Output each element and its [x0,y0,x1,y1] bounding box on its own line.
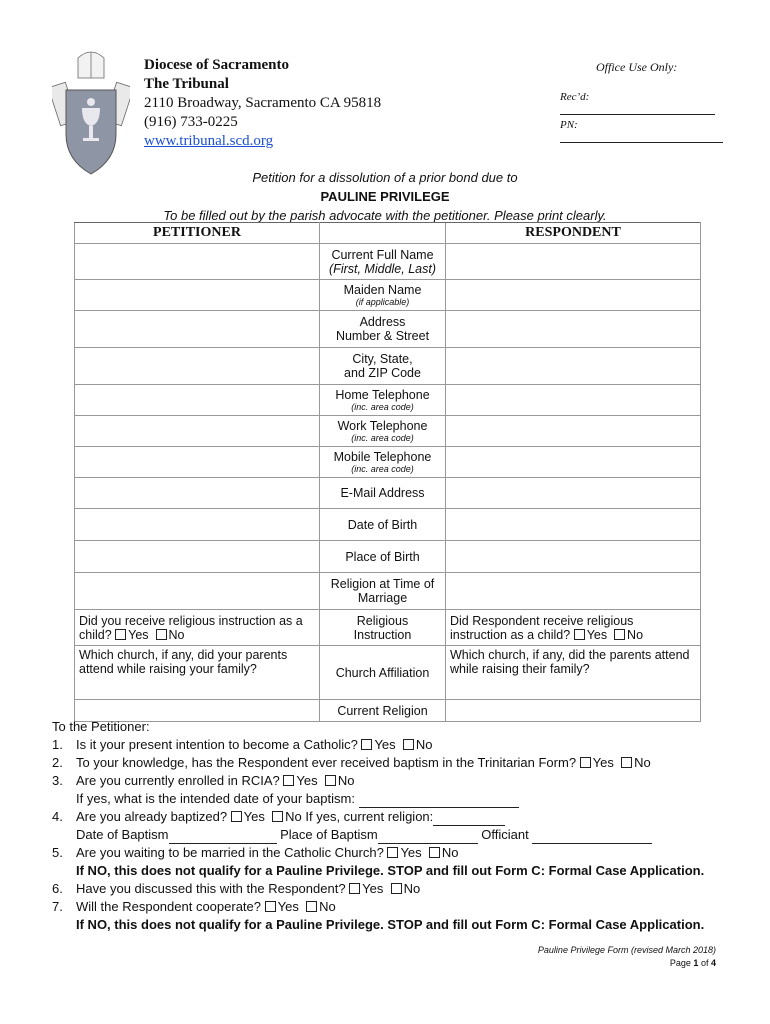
stop-note-2: If NO, this does not qualify for a Pauline Privilege. STOP and fill out Form C: Formal Case Application. [76,917,705,932]
petitioner-home-tel-field[interactable] [75,385,320,416]
respondent-full-name-field[interactable] [446,244,701,280]
petitioner-dob-field[interactable] [75,509,320,541]
q4-yes-checkbox[interactable] [231,811,242,822]
office-name: The Tribunal [144,76,229,92]
questions-intro: To the Petitioner: [52,719,150,734]
petitioner-work-tel-field[interactable] [75,416,320,447]
title-line-3: To be filled out by the parish advocate with the petitioner. Please print clearly. [163,208,607,223]
pn-label: PN: [560,119,578,131]
respondent-work-tel-field[interactable] [446,416,701,447]
diocese-crest-logo [52,48,130,178]
respondent-email-field[interactable] [446,478,701,509]
question-3-sub: If yes, what is the intended date of your baptism: [52,790,742,808]
question-4-sub: Date of Baptism Place of Baptism Officiant [52,826,742,844]
page-number: Page 1 of 4 [669,958,716,968]
q1-no-checkbox[interactable] [403,739,414,750]
pn-field[interactable] [560,131,723,143]
office-use-block [560,60,740,143]
place-of-baptism-field[interactable] [378,831,478,844]
respondent-religion-field[interactable] [446,573,701,610]
q2-no-checkbox[interactable] [621,757,632,768]
page-footer [538,944,716,970]
respondent-pob-field[interactable] [446,541,701,573]
q7-yes-checkbox[interactable] [265,901,276,912]
recd-label: Rec’d: [560,91,590,103]
question-3: 3. Are you currently enrolled in RCIA? Yes No [52,773,355,788]
date-of-baptism-field[interactable] [169,831,277,844]
question-6: 6. Have you discussed this with the Respondent? Yes No [52,881,421,896]
petitioner-instruction-yes-checkbox[interactable] [115,629,126,640]
respondent-address-field[interactable] [446,311,701,348]
petitioner-instruction-cell: Did you receive religious instruction as a child? Yes No [75,610,320,646]
respondent-header: RESPONDENT [446,223,701,244]
q2-yes-checkbox[interactable] [580,757,591,768]
petitioner-mobile-tel-field[interactable] [75,447,320,478]
baptism-date-field[interactable] [359,795,519,808]
petitioner-instruction-no-checkbox[interactable] [156,629,167,640]
q7-no-checkbox[interactable] [306,901,317,912]
respondent-instruction-cell: Did Respondent receive religious instruction as a child? Yes No [446,610,701,646]
petitioner-email-field[interactable] [75,478,320,509]
respondent-dob-field[interactable] [446,509,701,541]
q5-no-checkbox[interactable] [429,847,440,858]
stop-note-1: If NO, this does not qualify for a Pauline Privilege. STOP and fill out Form C: Formal Case Application. [76,863,705,878]
title-line-2: PAULINE PRIVILEGE [320,189,450,204]
question-5: 5. Are you waiting to be married in the Catholic Church? Yes No [52,845,459,860]
recd-field[interactable] [560,103,715,115]
org-address: 2110 Broadway, Sacramento CA 95818 [144,95,382,111]
petition-table: PETITIONER RESPONDENT Current Full Name (First, Middle, Last) Maiden Name (if applicable) Address Number & Street City, State, and ZIP Code Home Telephone (inc. area code) Work Telephone (inc. area code) Mobile Telephone (inc. area code) E-Mail Address Date of Birth Place of Birth Religion at Time of Marriage Did you receive religious instruction as a child? Yes No Religious Instruction Did Respondent receive religious instruction as a child? Yes No Which church, if any, did your parents attend while raising your family? Church Affiliation Which church, if any, did the parents attend while raising their family? Current Religion [74,222,701,722]
respondent-instruction-yes-checkbox[interactable] [574,629,585,640]
respondent-instruction-no-checkbox[interactable] [614,629,625,640]
q3-yes-checkbox[interactable] [283,775,294,786]
petitioner-maiden-field[interactable] [75,280,320,311]
website-link[interactable]: www.tribunal.scd.org [144,133,274,149]
q3-no-checkbox[interactable] [325,775,336,786]
respondent-maiden-field[interactable] [446,280,701,311]
form-revision: Pauline Privilege Form (revised March 2018) [537,945,716,955]
petitioner-church-cell[interactable]: Which church, if any, did your parents attend while raising your family? [75,646,320,700]
petitioner-header: PETITIONER [75,223,320,244]
petitioner-full-name-field[interactable] [75,244,320,280]
petitioner-address-field[interactable] [75,311,320,348]
respondent-city-field[interactable] [446,348,701,385]
question-2: 2. To your knowledge, has the Respondent ever received baptism in the Trinitarian Form? Yes No [52,755,651,770]
current-religion-field[interactable] [433,813,505,826]
q6-yes-checkbox[interactable] [349,883,360,894]
q6-no-checkbox[interactable] [391,883,402,894]
question-4: 4. Are you already baptized? Yes No If yes, current religion: [52,808,742,826]
respondent-home-tel-field[interactable] [446,385,701,416]
title-line-1: Petition for a dissolution of a prior bond due to [252,170,518,185]
q1-yes-checkbox[interactable] [361,739,372,750]
question-7: 7. Will the Respondent cooperate? Yes No [52,899,336,914]
form-title-block [60,168,710,225]
petitioner-pob-field[interactable] [75,541,320,573]
q4-no-checkbox[interactable] [272,811,283,822]
officiant-field[interactable] [532,831,652,844]
petitioner-questions [52,718,742,934]
petitioner-city-field[interactable] [75,348,320,385]
organization-block [144,56,381,151]
respondent-mobile-tel-field[interactable] [446,447,701,478]
question-1: 1. Is it your present intention to become a Catholic? Yes No [52,737,433,752]
office-use-title: Office Use Only: [596,60,678,74]
q5-yes-checkbox[interactable] [387,847,398,858]
org-phone: (916) 733-0225 [144,114,238,130]
petitioner-religion-field[interactable] [75,573,320,610]
respondent-church-cell[interactable]: Which church, if any, did the parents attend while raising their family? [446,646,701,700]
org-name: Diocese of Sacramento [144,57,289,73]
